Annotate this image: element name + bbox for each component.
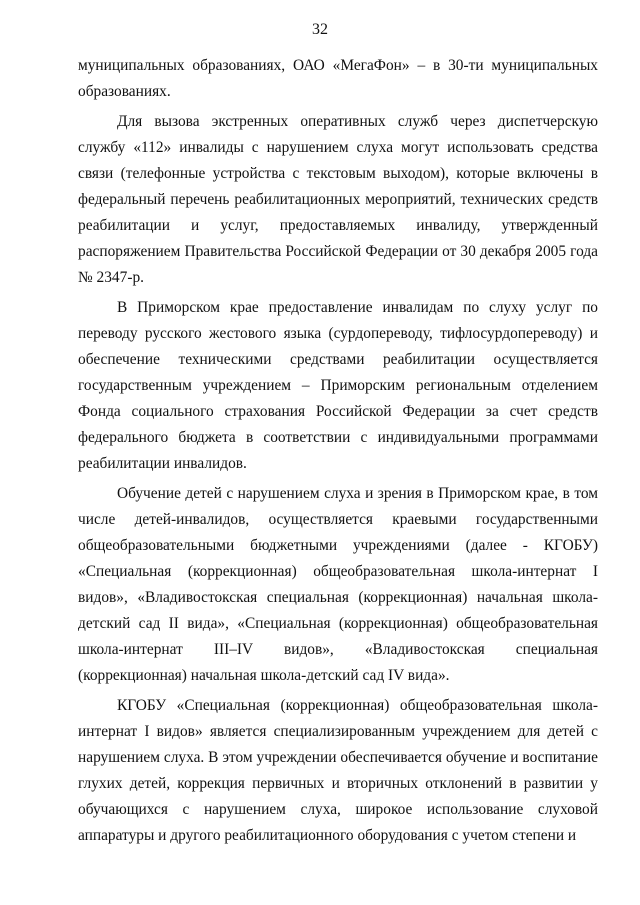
paragraph-education: Обучение детей с нарушением слуха и зрения в Приморском крае, в том числе детей-инвалидов, осуществляется краевыми государственными общеобразовательными бюджетными учреждениями (далее - КГОБУ) «Специальная (коррекционная) общеобразовательная школа-интернат I видов», «Владивостокская специальная (коррекционная) начальная школа-детский сад II вида», «Специальная (коррекционная) общеобразовательная школа-интернат III–IV видов», «Владивостокская специальная (коррекционная) начальная школа-детский сад IV вида». — [78, 485, 598, 684]
document-body — [78, 53, 598, 849]
paragraph-sign-language: В Приморском крае предоставление инвалидам по слуху услуг по переводу русского жестового языка (сурдопереводу, тифлосурдопереводу) и обеспечение техническими средствами реабилитации осуществляется государственным учреждением – Приморским региональным отделением Фонда социального страхования Российской Федерации за счет средств федерального бюджета в соответствии с индивидуальными программами реабилитации инвалидов. — [78, 299, 598, 472]
paragraph-emergency-services: Для вызова экстренных оперативных служб через диспетчерскую службу «112» инвалиды с нарушением слуха могут использовать средства связи (телефонные устройства с текстовым выходом), которые включены в федеральный перечень реабилитационных мероприятий, технических средств реабилитации и услуг, предоставляемых инвалиду, утвержденный распоряжением Правительства Российской Федерации от 30 декабря 2005 года № 2347-р. — [78, 113, 598, 286]
paragraph-continuation: муниципальных образованиях, ОАО «МегаФон» – в 30-ти муниципальных образованиях. — [78, 57, 598, 100]
paragraph-kgobu-school: КГОБУ «Специальная (коррекционная) общеобразовательная школа-интернат I видов» является специализированным учреждением для детей с нарушением слуха. В этом учреждении обеспечивается обучение и воспитание глухих детей, коррекция первичных и вторичных отклонений в развитии у обучающихся с нарушением слуха, широкое использование слуховой аппаратуры и другого реабилитационного оборудования с учетом степени и — [78, 697, 598, 844]
page-number: 32 — [312, 21, 328, 38]
